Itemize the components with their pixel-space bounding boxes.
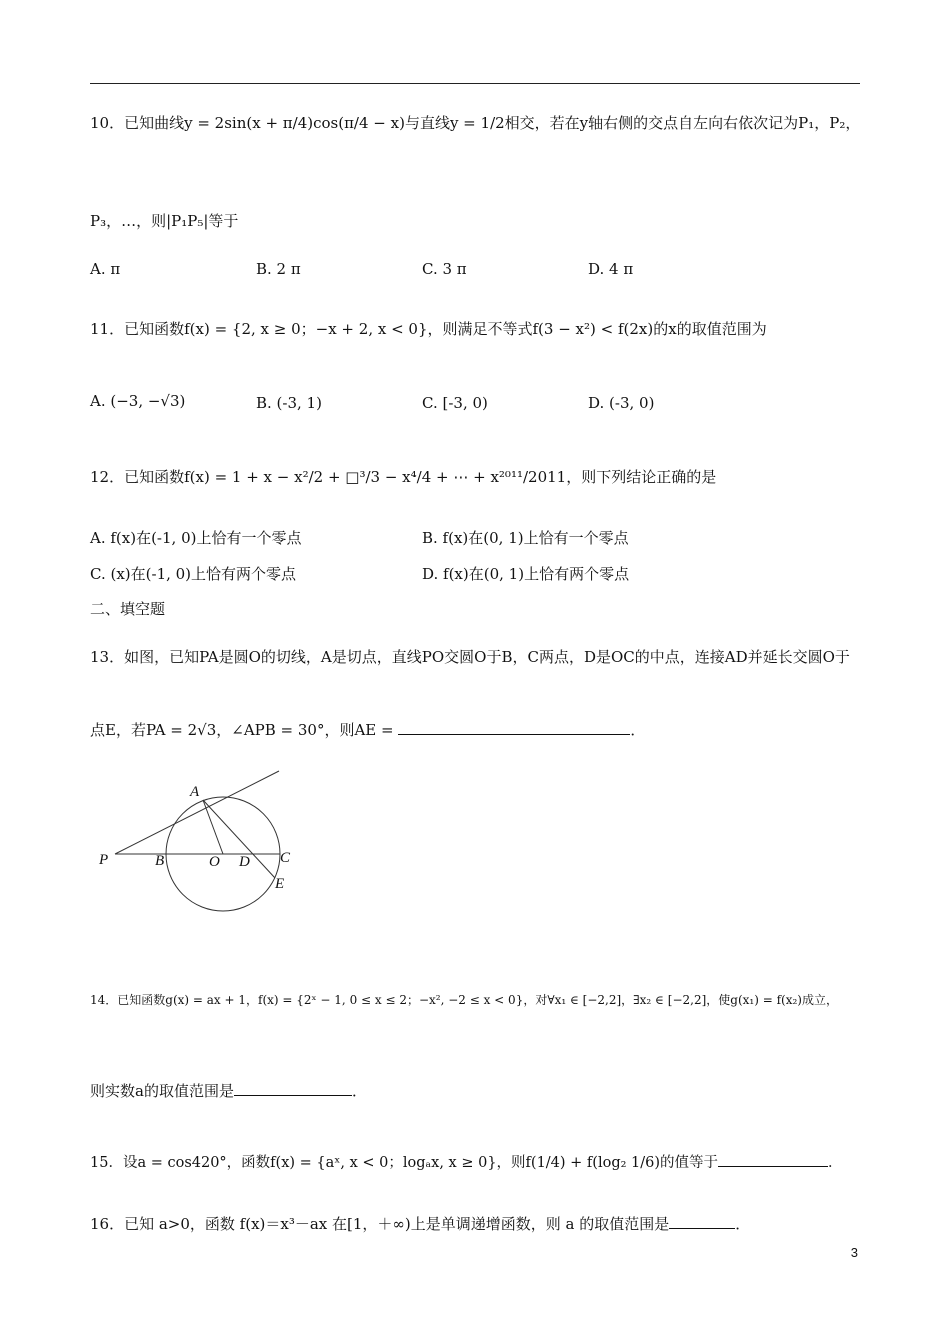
header-rule	[90, 83, 860, 84]
q10-option-a: A. π	[90, 260, 121, 278]
label-p: P	[99, 852, 109, 868]
q12-option-c: C. (x)在(-1, 0)上恰有两个零点	[90, 565, 297, 583]
q15-answer-blank[interactable]	[718, 1152, 828, 1167]
question-14-line-2	[90, 1080, 367, 1101]
label-c: C	[280, 850, 291, 866]
label-e: E	[275, 876, 285, 892]
q13-line-2-text: 点E，若PA = 2√3，∠APB = 30°，则AE =	[90, 721, 399, 739]
q10-option-c: C. 3 π	[422, 260, 467, 278]
page-number: 3	[850, 1245, 858, 1260]
q11-option-a: A. (−3, −√3)	[90, 392, 186, 410]
question-10-line-1: 10．已知曲线y = 2sin(x + π/4)cos(π/4 − x)与直线y = 1/2相交，若在y轴右侧的交点自左向右依次记为P₁，P₂，	[90, 114, 861, 132]
question-10-line-2: P₃，…，则|P₁P₅|等于	[90, 212, 239, 230]
q10-option-b: B. 2 π	[256, 260, 301, 278]
q14-end: ．	[351, 1082, 367, 1100]
q11-option-d: D. (-3, 0)	[588, 394, 655, 412]
q12-option-a: A. f(x)在(-1, 0)上恰有一个零点	[90, 529, 302, 547]
q10-option-d: D. 4 π	[588, 260, 634, 278]
label-d: D	[239, 854, 250, 870]
question-12-line-1: 12．已知函数f(x) = 1 + x − x²/2 + □³/3 − x⁴/4 + ⋯ + x²⁰¹¹/2011，则下列结论正确的是	[90, 468, 717, 486]
question-16-line-1	[90, 1213, 750, 1234]
question-11-line-1: 11．已知函数f(x) = {2, x ≥ 0；−x + 2, x < 0}，则满足不等式f(3 − x²) < f(2x)的x的取值范围为	[90, 320, 767, 338]
q16-end: ．	[735, 1215, 751, 1233]
question-13-line-1: 13．如图，已知PA是圆O的切线，A是切点，直线PO交圆O于B，C两点，D是OC的中点，连接AD并延长交圆O于	[90, 648, 850, 666]
question-13-line-2	[90, 719, 645, 740]
q15-text: 15．设a = cos420°，函数f(x) = {aˣ, x < 0；logₐx, x ≥ 0}，则f(1/4) + f(log₂ 1/6)的值等于	[90, 1155, 719, 1171]
question-15-line-1	[90, 1151, 843, 1172]
q15-end: ．	[828, 1155, 843, 1171]
q13-end: ．	[630, 721, 646, 739]
q16-answer-blank[interactable]	[669, 1214, 735, 1229]
q14-answer-blank[interactable]	[234, 1081, 352, 1096]
label-b: B	[155, 853, 165, 869]
q11-option-b: B. (-3, 1)	[256, 394, 322, 412]
section-heading-fill-in: 二、填空题	[90, 600, 166, 618]
q12-option-b: B. f(x)在(0, 1)上恰有一个零点	[422, 529, 629, 547]
q11-option-c: C. [-3, 0)	[422, 394, 488, 412]
q12-option-d: D. f(x)在(0, 1)上恰有两个零点	[422, 565, 630, 583]
q16-text: 16．已知 a>0，函数 f(x)＝x³－ax 在[1，＋∞)上是单调递增函数，则 a 的取值范围是	[90, 1215, 670, 1233]
q13-answer-blank[interactable]	[398, 720, 630, 735]
tangent-circle-figure	[95, 765, 335, 925]
question-14-line-1: 14．已知函数g(x) = ax + 1，f(x) = {2ˣ − 1, 0 ≤ x ≤ 2；−x², −2 ≤ x < 0}，对∀x₁ ∈ [−2,2]，∃x₂ ∈ [−2,2]，使g(x₁) = f(x₂)成立，	[90, 993, 838, 1007]
label-a: A	[190, 784, 200, 800]
q14-line-2-text: 则实数a的取值范围是	[90, 1082, 234, 1100]
label-o: O	[209, 854, 220, 870]
segment-ao	[203, 800, 223, 854]
